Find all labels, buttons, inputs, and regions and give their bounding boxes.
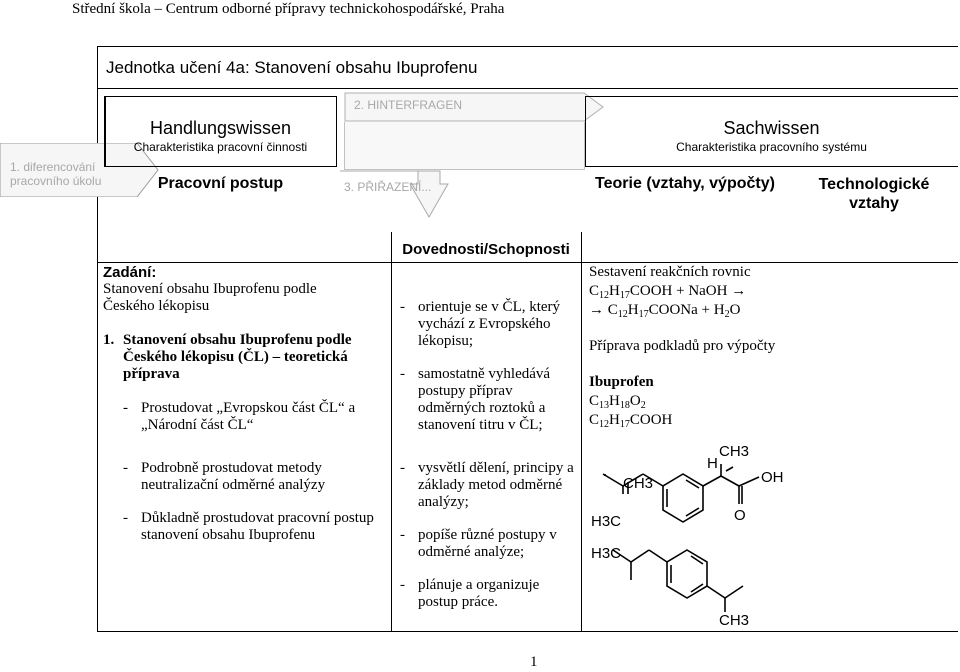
page-number: 1 bbox=[530, 654, 538, 670]
page-header: Střední škola – Centrum odborné přípravy technickohospodářské, Praha bbox=[72, 1, 505, 17]
step1-label: 1. diferencování pracovního úkolu bbox=[10, 160, 102, 188]
handlungswissen-title: Handlungswissen bbox=[149, 118, 292, 138]
dovednost-item: - orientuje se v ČL, který vychází z Evropského lékopisu; bbox=[400, 299, 580, 350]
zadani-section bbox=[103, 264, 388, 544]
step2-label: 2. HINTERFRAGEN bbox=[354, 98, 463, 112]
middle-panel bbox=[344, 122, 585, 170]
dovednosti-list bbox=[400, 299, 580, 611]
task-item: - Důkladně prostudovat pracovní postup stanovení obsahu Ibuprofenu bbox=[123, 510, 386, 544]
step3-arrow bbox=[340, 170, 520, 220]
dovednost-item: - samostatně vyhledává postupy příprav odměrných roztoků a stanovení titru v ČL; bbox=[400, 366, 580, 434]
task-item: - Podrobně prostudovat metody neutralizační odměrné analýzy bbox=[123, 460, 366, 494]
zadani-label: Zadání: bbox=[103, 264, 157, 281]
ibuprofen-label: Ibuprofen bbox=[589, 374, 654, 390]
priprava-label: Příprava podkladů pro výpočty bbox=[589, 338, 776, 354]
col-header-teorie: Teorie (vztahy, výpočty) bbox=[595, 175, 775, 192]
equation-line-2: → $C_{12}H_{17}COONa + H_2O$ bbox=[589, 302, 741, 320]
step3-label: 3. PŘIŘAZENÍ... bbox=[344, 180, 432, 194]
handlungswissen-subtitle: Charakteristika pracovní činnosti bbox=[133, 140, 308, 154]
task-item: - Prostudovat „Evropskou část ČL“ a „Národní část ČL“ bbox=[123, 400, 381, 434]
h3c-label: H3C bbox=[591, 513, 622, 530]
zadani-text: Stanovení obsahu Ibuprofenu podle Českého lékopisu bbox=[103, 281, 317, 314]
ch3-top-label: CH3 bbox=[719, 443, 750, 460]
dovednost-item: - vysvětlí dělení, principy a základy metod odměrné analýzy; bbox=[400, 460, 580, 511]
formula-2: $C_{12}H_{17}COOH$ bbox=[589, 412, 673, 430]
col-header-technologicke: Technologické vztahy bbox=[818, 176, 930, 212]
unit-title: Jednotka učení 4a: Stanovení obsahu Ibuprofenu bbox=[106, 58, 478, 77]
zadani-task bbox=[103, 332, 388, 383]
sachwissen-title: Sachwissen bbox=[723, 118, 820, 138]
equation-line-1: $C_{12}H_{17}COOH$ + NaOH → bbox=[589, 283, 747, 301]
ch3-left-label: CH3 bbox=[623, 475, 654, 492]
task-heading: Stanovení obsahu Ibuprofenu podle Českého lékopisu (ČL) – teoretická příprava bbox=[123, 332, 352, 382]
task-number: 1. bbox=[103, 332, 115, 348]
sestaveni-label: Sestavení reakčních rovnic bbox=[589, 264, 751, 280]
ch3-bottom-label: CH3 bbox=[719, 612, 750, 629]
formula-1: $C_{13}H_{18}O_2$ bbox=[589, 393, 646, 411]
o-label: O bbox=[734, 507, 746, 524]
h3c-label: H3C bbox=[591, 545, 622, 562]
oh-label: OH bbox=[761, 469, 784, 486]
col-header-dovednosti: Dovednosti/Schopnosti bbox=[402, 241, 570, 258]
h-label: H bbox=[707, 455, 718, 472]
ibuprofen-structure bbox=[583, 438, 958, 632]
teorie-section bbox=[589, 263, 789, 430]
dovednost-item: - popíše různé postupy v odměrné analýze; bbox=[400, 527, 580, 561]
dovednost-item: - plánuje a organizuje postup práce. bbox=[400, 577, 580, 611]
sachwissen-subtitle: Charakteristika pracovního systému bbox=[676, 140, 867, 154]
col-header-pracovni-postup: Pracovní postup bbox=[157, 175, 284, 192]
